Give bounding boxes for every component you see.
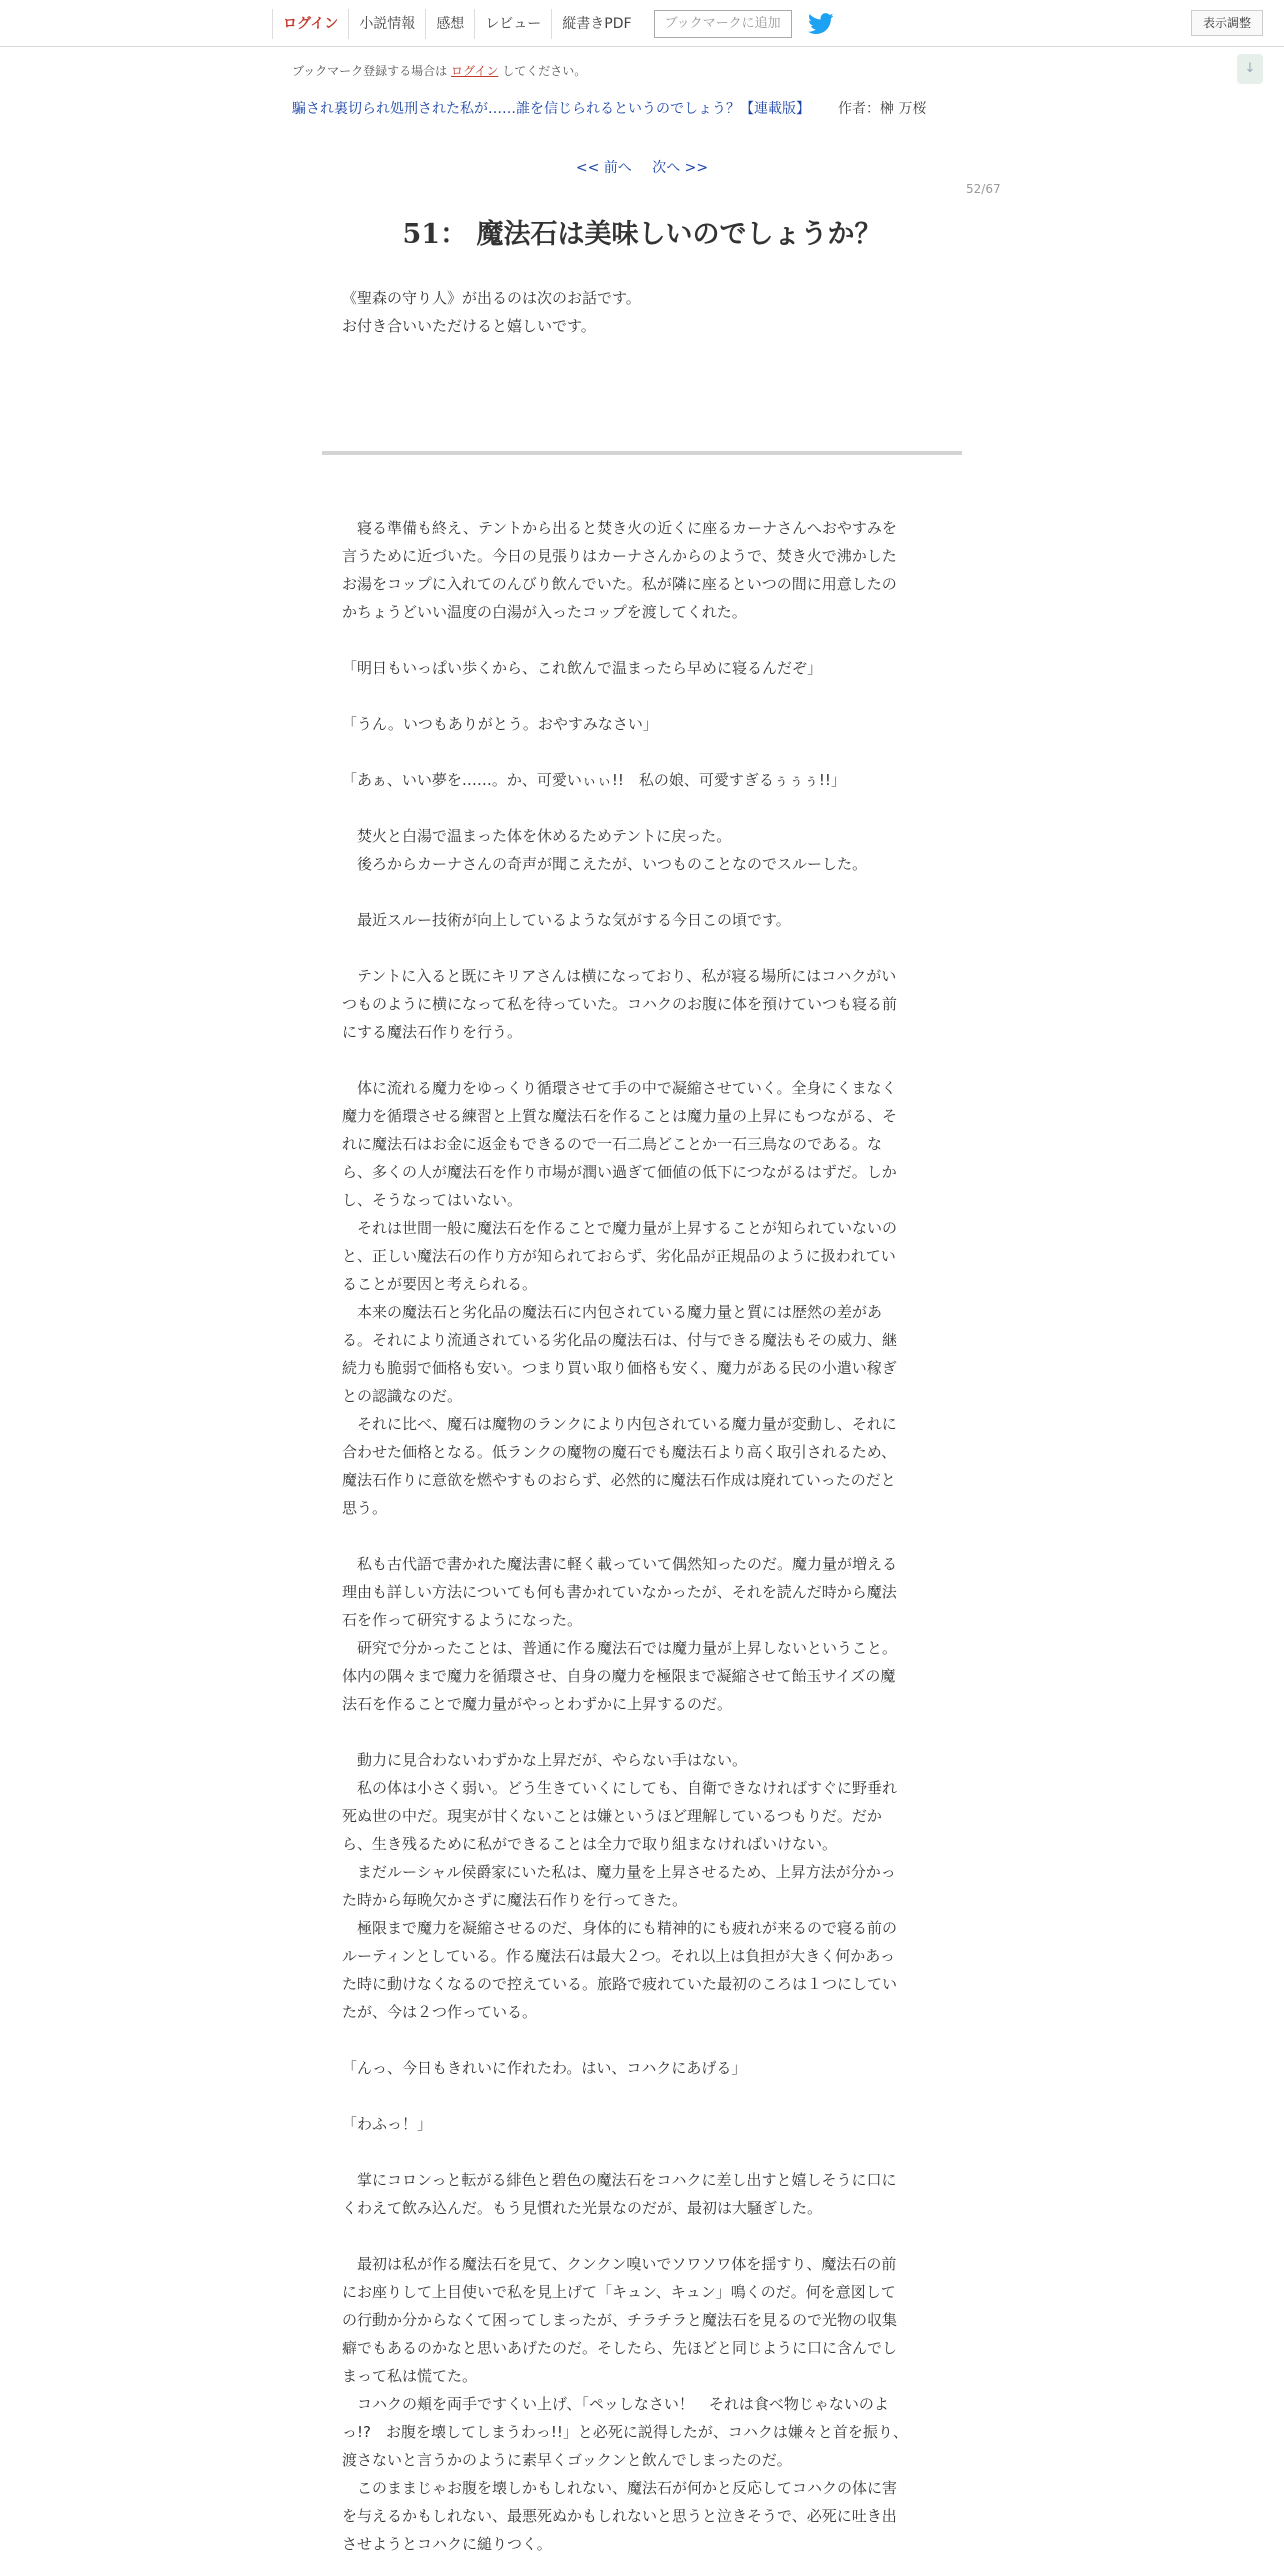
- body-line: にお座りして上目使いで私を見上げて「キュン、キュン」鳴くのだ。何を意図して: [342, 2283, 896, 2301]
- body-line: [342, 626, 942, 654]
- body-line: たが、今は２つ作っている。: [342, 2003, 538, 2021]
- body-line: テントに入ると既にキリアさんは横になっており、私が寝る場所にはコハクがい: [342, 967, 897, 985]
- body-line: れに魔法石はお金に返金もできるので一石二鳥どことか一石三鳥なのである。な: [342, 1135, 883, 1153]
- body-line: 「あぁ、いい夢を……。か、可愛いぃぃ!! 私の娘、可愛すぎるぅぅぅ!!」: [342, 771, 846, 789]
- body-line: 最初は私が作る魔法石を見て、クンクン嗅いでソワソワ体を揺すり、魔法石の前: [342, 2255, 897, 2273]
- body-line: 理由も詳しい方法についても何も書かれていなかったが、それを読んだ時から魔法: [342, 1583, 897, 1601]
- next-link[interactable]: 次へ >>: [652, 160, 709, 176]
- body-line: それは世間一般に魔法石を作ることで魔力量が上昇することが知られていないの: [342, 1219, 898, 1237]
- bookmark-note: [292, 62, 586, 79]
- body-line: [342, 1522, 942, 1550]
- body-line: との認識なのだ。: [342, 1387, 463, 1405]
- body-line: 極限まで魔力を凝縮させるのだ、身体的にも精神的にも疲れが来るので寝る前の: [342, 1919, 898, 1937]
- body-line: 体に流れる魔力をゆっくり循環させて手の中で凝縮させていく。全身にくまなく: [342, 1079, 897, 1097]
- body-line: 掌にコロンっと転がる緋色と碧色の魔法石をコハクに差し出すと嬉しそうに口に: [342, 2171, 897, 2189]
- body-line: かちょうどいい温度の白湯が入ったコップを渡してくれた。: [342, 603, 747, 621]
- body-line: [342, 2026, 942, 2054]
- body-line: と、正しい魔法石の作り方が知られておらず、劣化品が正規品のように扱われてい: [342, 1247, 896, 1265]
- body-line: ることが要因と考えられる。: [342, 1275, 538, 1293]
- body-line: 渡さないと言うかのように素早くゴックンと飲んでしまったのだ。: [342, 2451, 792, 2469]
- body-line: を与えるかもしれない、最悪死ぬかもしれないと思うと泣きそうで、必死に吐き出: [342, 2507, 897, 2525]
- body-line: 法石を作ることで魔力量がやっとわずかに上昇するのだ。: [342, 1695, 733, 1713]
- body-line: る。それにより流通されている劣化品の魔法石は、付与できる魔法もその威力、継: [342, 1331, 898, 1349]
- prev-link[interactable]: << 前へ: [575, 160, 632, 176]
- body-line: ら、多くの人が魔法石を作り市場が潤い過ぎて価値の低下につながるはずだ。しか: [342, 1163, 897, 1181]
- login-link[interactable]: ログイン: [272, 9, 348, 39]
- body-line: の行動か分からなくて困ってしまったが、チラチラと魔法石を見るので光物の収集: [342, 2311, 898, 2329]
- body-line: それに比べ、魔石は魔物のランクにより内包されている魔力量が変動し、それに: [342, 1415, 897, 1433]
- add-bookmark-button[interactable]: ブックマークに追加: [654, 10, 792, 38]
- body-line: 後ろからカーナさんの奇声が聞こえたが、いつものことなのでスルーした。: [342, 855, 868, 873]
- body-line: 私の体は小さく弱い。どう生きていくにしても、自衛できなければすぐに野垂れ: [342, 1779, 898, 1797]
- twitter-icon[interactable]: [808, 13, 834, 35]
- body-line: 焚火と白湯で温まった体を休めるためテントに戻った。: [342, 827, 732, 845]
- bookmark-note-prefix: ブックマーク登録する場合は: [292, 64, 448, 78]
- body-line: 「明日もいっぱい歩くから、これ飲んで温まったら早めに寝るんだぞ」: [342, 659, 823, 677]
- preface-line: お付き合いいただけると嬉しいです。: [342, 317, 596, 335]
- preface-line: 《聖森の守り人》が出るのは次のお話です。: [342, 289, 641, 307]
- body-line: 「わふっ！」: [342, 2115, 433, 2133]
- body-line: [342, 1718, 942, 1746]
- novel-title-link[interactable]: 騙され裏切られ処刑された私が……誰を信じられるというのでしょう？【連載版】: [292, 101, 810, 117]
- divider: [322, 451, 962, 455]
- body-line: 死ぬ世の中だ。現実が甘くないことは嫌というほど理解しているつもりだ。だか: [342, 1807, 882, 1825]
- body-line: まって私は慌てた。: [342, 2367, 478, 2385]
- body-line: 私も古代語で書かれた魔法書に軽く載っていて偶然知ったのだ。魔力量が増える: [342, 1555, 898, 1573]
- body-line: 寝る準備も終え、テントから出ると焚き火の近くに座るカーナさんへおやすみを: [342, 519, 897, 537]
- body-line: コハクの頬を両手ですくい上げ、「ペッしなさい！ それは食べ物じゃないのよ: [342, 2395, 889, 2413]
- body-line: [342, 878, 942, 906]
- novel-info-link[interactable]: 小説情報: [348, 9, 425, 39]
- vertical-pdf-link[interactable]: 縦書きPDF: [551, 9, 641, 39]
- body-line: にする魔法石作りを行う。: [342, 1023, 523, 1041]
- body-line: た時から毎晩欠かさずに魔法石作りを行ってきた。: [342, 1891, 688, 1909]
- top-bar: [0, 0, 1284, 47]
- impressions-link[interactable]: 感想: [425, 9, 474, 39]
- scroll-down-button[interactable]: ↓: [1237, 54, 1263, 84]
- body-line: させようとコハクに縋りつく。: [342, 2535, 552, 2553]
- body-line: くわえて飲み込んだ。もう見慣れた光景なのだが、最初は大騒ぎした。: [342, 2199, 823, 2217]
- body-line: 合わせた価格となる。低ランクの魔物の魔石でも魔法石より高く取引されるため、: [342, 1443, 897, 1461]
- body-line: まだルーシャル侯爵家にいた私は、魔力量を上昇させるため、上昇方法が分かっ: [342, 1863, 896, 1881]
- body-line: 動力に見合わないわずかな上昇だが、やらない手はない。: [342, 1751, 748, 1769]
- body-line: [342, 682, 942, 710]
- body-line: し、そうなってはいない。: [342, 1191, 523, 1209]
- body-line: [342, 934, 942, 962]
- body-line: 魔力を循環させる練習と上質な魔法石を作ることは魔力量の上昇にもつながる、そ: [342, 1107, 898, 1125]
- body-line: 思う。: [342, 1499, 388, 1517]
- body-line: っ!? お腹を壊してしまうわっ!!」と必死に説得したが、コハクは嫌々と首を振り、: [342, 2423, 908, 2441]
- body-line: ルーティンとしている。作る魔法石は最大２つ。それ以上は負担が大きく何かあっ: [342, 1947, 896, 1965]
- body-line: 研究で分かったことは、普通に作る魔法石では魔力量が上昇しないということ。: [342, 1639, 898, 1657]
- body-line: 本来の魔法石と劣化品の魔法石に内包されている魔力量と質には歴然の差があ: [342, 1303, 883, 1321]
- body-line: 体内の隅々まで魔力を循環させ、自身の魔力を極限まで凝縮させて飴玉サイズの魔: [342, 1667, 896, 1685]
- body-line: [342, 738, 942, 766]
- author-name: 作者：榊 万桜: [838, 101, 927, 117]
- preface: [342, 284, 641, 340]
- review-link[interactable]: レビュー: [474, 9, 551, 39]
- body-line: [342, 2138, 942, 2166]
- body-line: 言うために近づいた。今日の見張りはカーナさんからのようで、焚き火で沸かした: [342, 547, 897, 565]
- page-count: 52/67: [966, 182, 1001, 196]
- body-line: 石を作って研究するようになった。: [342, 1611, 583, 1629]
- body-line: 「うん。いつもありがとう。おやすみなさい」: [342, 715, 658, 733]
- body-line: 魔法石作りに意欲を燃やすものおらず、必然的に魔法石作成は廃れていったのだと: [342, 1471, 896, 1489]
- body-line: [342, 1046, 942, 1074]
- story-body: [342, 514, 942, 2558]
- body-line: た時に動けなくなるので控えている。旅路で疲れていた最初のころは１つにしてい: [342, 1975, 898, 1993]
- body-line: 最近スルー技術が向上しているような気がする今日この頃です。: [342, 911, 791, 929]
- body-line: このままじゃお腹を壊しかもしれない、魔法石が何かと反応してコハクの体に害: [342, 2479, 898, 2497]
- pager: [0, 157, 1284, 177]
- chapter-title: 51： 魔法石は美味しいのでしょうか？: [402, 219, 882, 250]
- bookmark-note-login-link[interactable]: ログイン: [451, 64, 499, 78]
- body-line: [342, 2082, 942, 2110]
- body-line: [342, 2222, 942, 2250]
- body-line: 癖でもあるのかなと思いあげたのだ。そしたら、先ほどと同じように口に含んでし: [342, 2339, 898, 2357]
- body-line: お湯をコップに入れてのんびり飲んでいた。私が隣に座るといつの間に用意したの: [342, 575, 897, 593]
- body-line: [342, 794, 942, 822]
- body-line: 「んっ、今日もきれいに作れたわ。はい、コハクにあげる」: [342, 2059, 747, 2077]
- body-line: 続力も脆弱で価格も安い。つまり買い取り価格も安く、魔力がある民の小遣い稼ぎ: [342, 1359, 897, 1377]
- bookmark-note-suffix: してください。: [502, 64, 587, 78]
- body-line: つものように横になって私を待っていた。コハクのお腹に体を預けていつも寝る前: [342, 995, 898, 1013]
- body-line: ら、生き残るために私ができることは全力で取り組まなければいけない。: [342, 1835, 838, 1853]
- display-settings-button[interactable]: 表示調整: [1191, 10, 1263, 36]
- top-nav: [272, 0, 834, 47]
